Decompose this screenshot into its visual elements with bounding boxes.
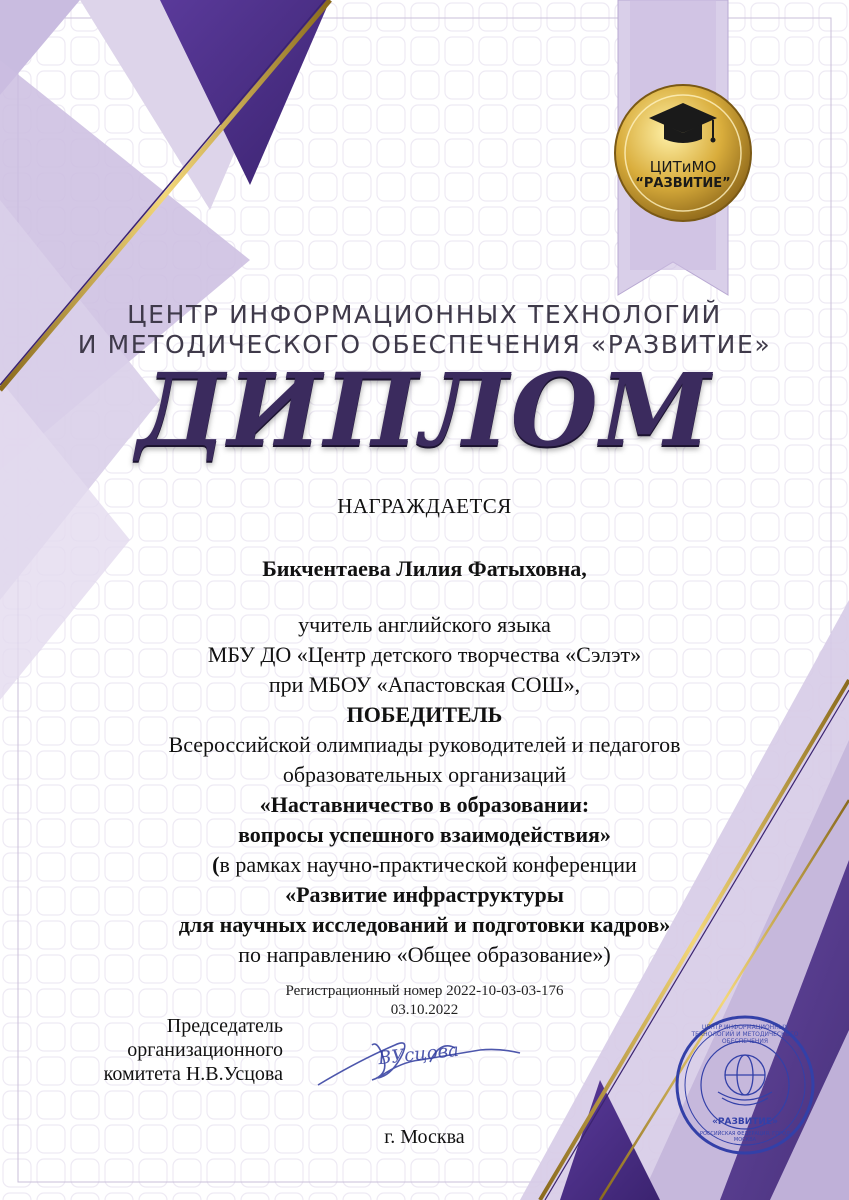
organization-name-line1: ЦЕНТР ИНФОРМАЦИОННЫХ ТЕХНОЛОГИЙ bbox=[127, 300, 722, 329]
status-label: ПОБЕДИТЕЛЬ bbox=[346, 702, 503, 727]
body-line-1: учитель английского языка bbox=[298, 612, 551, 637]
conference-intro-text: в рамках научно-практической конференции bbox=[219, 852, 637, 877]
recipient-name: Бикчентаева Лилия Фатыховна, bbox=[262, 556, 587, 581]
conference-title-line-1: «Развитие инфраструктуры bbox=[285, 882, 564, 907]
direction-line: по направлению «Общее образование») bbox=[238, 942, 611, 967]
olympiad-title-line-2: вопросы успешного взаимодействия» bbox=[238, 822, 611, 847]
signatory-line-2: организационного bbox=[127, 1039, 283, 1061]
body-line-3: при МБОУ «Апастовская СОШ», bbox=[268, 672, 581, 697]
stamp-bottom-text: РОССИЙСКАЯ ФЕДЕРАЦИЯ, ГОРОД МОСКВА bbox=[699, 1131, 791, 1143]
medal-label bbox=[633, 158, 733, 192]
signature: ВУсцова bbox=[377, 1039, 460, 1070]
medal-label-line1: ЦИТиМО bbox=[649, 158, 717, 176]
registration-date: 03.10.2022 bbox=[390, 1002, 459, 1018]
olympiad-title-line-1: «Наставничество в образовании: bbox=[259, 792, 590, 817]
medal-label-line2: “РАЗВИТИЕ” bbox=[635, 176, 731, 191]
event-line-1: Всероссийской олимпиады руководителей и педагогов bbox=[168, 732, 681, 757]
registration-number: Регистрационный номер 2022-10-03-03-176 bbox=[285, 983, 564, 999]
event-line-2: образовательных организаций bbox=[282, 762, 567, 787]
diploma-title: ДИПЛОМ bbox=[136, 351, 713, 469]
conference-title-line-2: для научных исследований и подготовки кадров» bbox=[178, 912, 671, 937]
awarded-label: НАГРАЖДАЕТСЯ bbox=[337, 494, 512, 518]
conference-intro bbox=[0, 852, 849, 878]
body-line-2: МБУ ДО «Центр детского творчества «Сэлэт» bbox=[207, 642, 642, 667]
city: г. Москва bbox=[384, 1126, 465, 1148]
stamp-outer-text: ЦЕНТР ИНФОРМАЦИОННЫХ ТЕХНОЛОГИЙ И МЕТОДИЧЕСКОГО ОБЕСПЕЧЕНИЯ bbox=[691, 1024, 799, 1045]
signatory-line-1: Председатель bbox=[166, 1015, 283, 1037]
organization-name-line2: И МЕТОДИЧЕСКОГО ОБЕСПЕЧЕНИЯ «РАЗВИТИЕ» bbox=[77, 330, 772, 359]
stamp-center-text: «РАЗВИТИЕ» bbox=[712, 1117, 778, 1127]
conference-bracket: ( bbox=[212, 852, 220, 877]
signatory-block bbox=[104, 1014, 283, 1086]
signatory-line-3: комитета Н.В.Усцова bbox=[103, 1063, 283, 1085]
